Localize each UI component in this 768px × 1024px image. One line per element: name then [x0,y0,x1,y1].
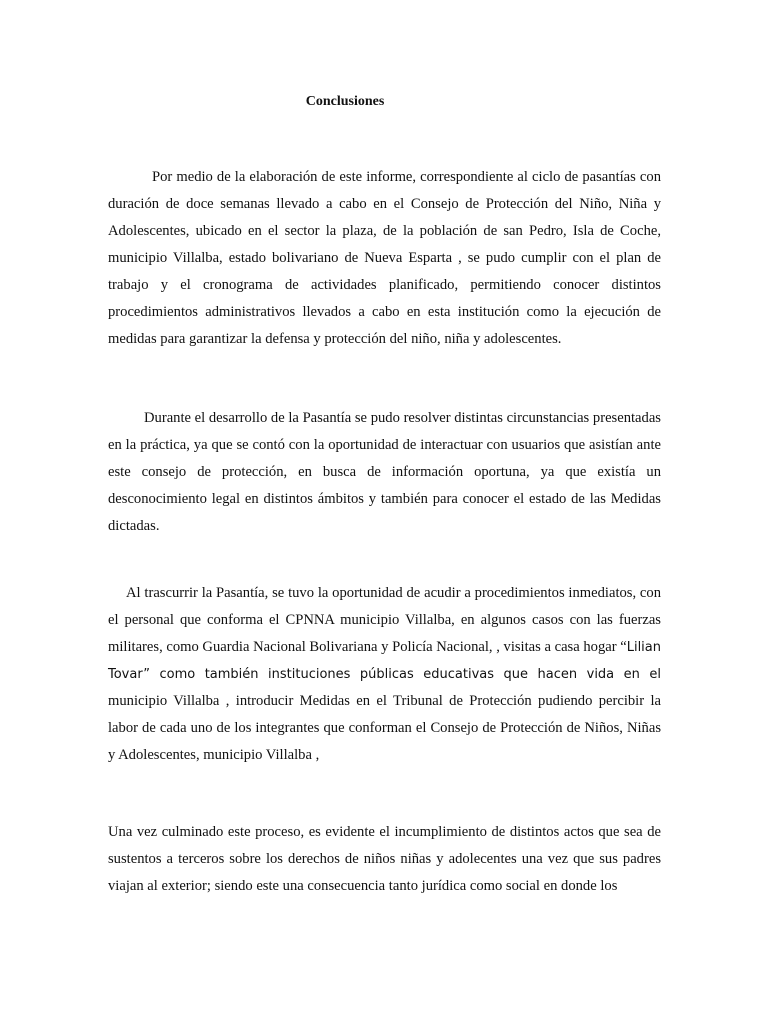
page-title: Conclusiones [305,94,385,109]
paragraph-3-part-1: Al trascurrir la Pasantía, se tuvo la oportunidad de acudir a procedimientos inmediatos, con el personal que conforma el CPNNA municipio Villalba, en algunos casos con las fuerzas militares, como Guardia Nacional Bolivariana y Policía Nacional, , visitas a casa hogar “ [108,585,661,655]
paragraph-3-part-3: municipio Villalba , introducir Medidas en el Tribunal de Protección pudiendo percibir la labor de cada uno de los integrantes que conforman el Consejo de Protección de Niños, Niñas y Adolescentes, municipio Villalba , [108,693,661,763]
paragraph-3 [108,580,661,769]
paragraph-4: Una vez culminado este proceso, es evidente el incumplimiento de distintos actos que sea de sustentos a terceros sobre los derechos de niños niñas y adolecentes una vez que sus padres viajan al exterior; siendo este una consecuencia tanto jurídica como social en donde los [108,824,661,894]
paragraph-2: Durante el desarrollo de la Pasantía se pudo resolver distintas circunstancias presentadas en la práctica, ya que se contó con la oportunidad de interactuar con usuarios que asistían ante este consejo de protección, en busca de información oportuna, ya que existía un desconocimiento legal en distintos ámbitos y también para conocer el estado de las Medidas dictadas. [108,410,661,534]
paragraph-1: Por medio de la elaboración de este informe, correspondiente al ciclo de pasantías con duración de doce semanas llevado a cabo en el Consejo de Protección del Niño, Niña y Adolescentes, ubicado en el sector la plaza, de la población de san Pedro, Isla de Coche, municipio Villalba, estado bolivariano de Nueva Esparta , se pudo cumplir con el plan de trabajo y el cronograma de actividades planificado, permitiendo conocer distintos procedimientos administrativos llevados a cabo en esta institución como la ejecución de medidas para garantizar la defensa y protección del niño, niña y adolescentes. [108,169,661,347]
paragraph-3-alt-font-text: Lilian Tovar” como también instituciones públicas educativas que hacen vida en el [108,640,662,682]
